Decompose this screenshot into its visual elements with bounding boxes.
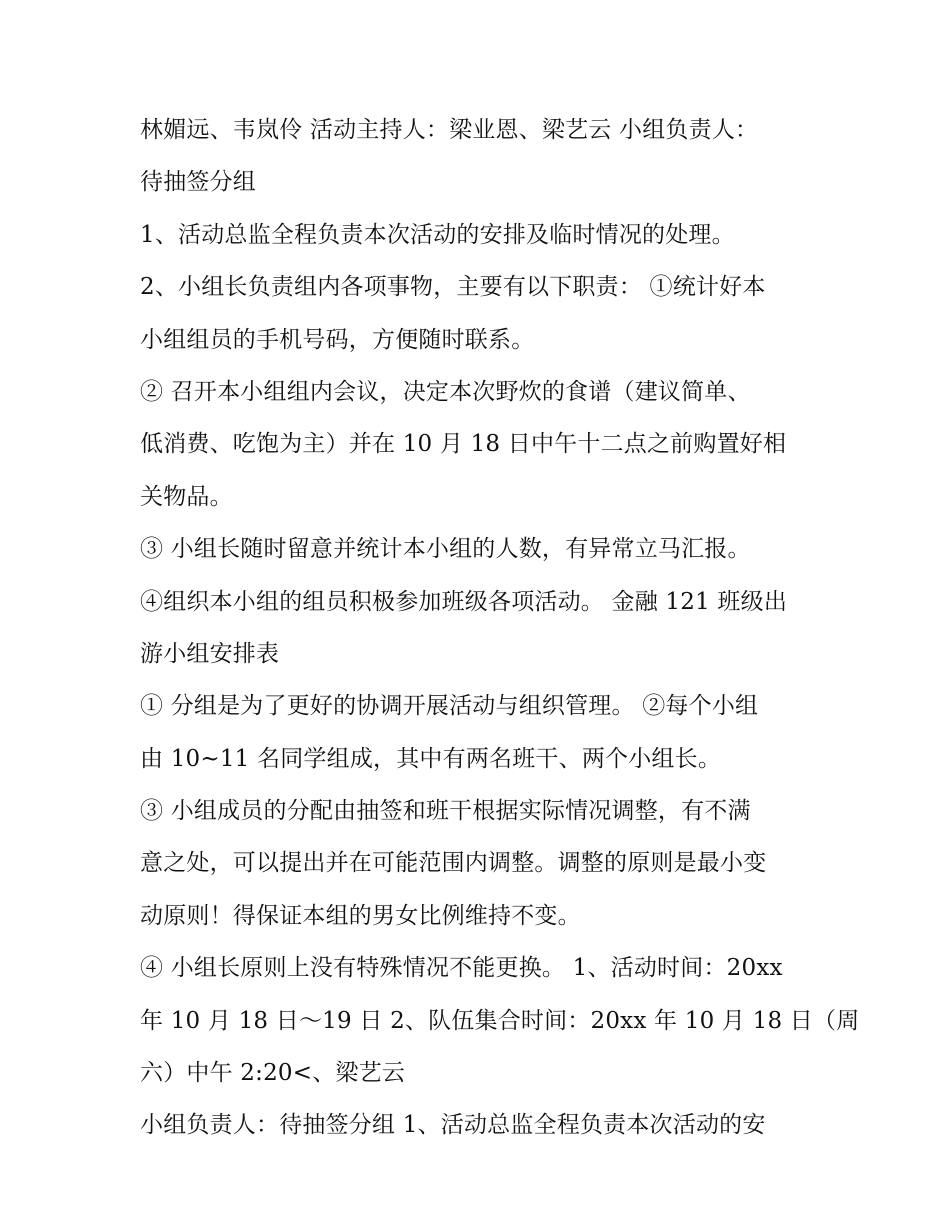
text-line: ② 召开本小组组内会议，决定本次野炊的食谱（建议简单、: [140, 378, 751, 405]
text-line: 动原则！得保证本组的男女比例维持不变。: [140, 902, 581, 929]
text-line: ① 分组是为了更好的协调开展活动与组织管理。 ②每个小组: [140, 693, 759, 720]
text-line: 2、小组长负责组内各项事物，主要有以下职责： ①统计好本: [140, 274, 766, 301]
text-line: 六）中午 2:20<、梁艺云: [140, 1060, 406, 1087]
text-line: 小组负责人：待抽签分组 1、活动总监全程负责本次活动的安: [140, 1112, 766, 1139]
text-line: 游小组安排表: [140, 640, 280, 667]
text-line: 意之处，可以提出并在可能范围内调整。调整的原则是最小变: [140, 850, 767, 877]
document-body: [140, 104, 860, 1152]
text-line: 低消费、吃饱为主）并在 10 月 18 日中午十二点之前购置好相: [140, 431, 787, 458]
text-line: ④组织本小组的组员积极参加班级各项活动。 金融 121 班级出: [140, 588, 788, 615]
text-line: ④ 小组长原则上没有特殊情况不能更换。 1、活动时间：20xx: [140, 955, 783, 982]
text-line: 林媚远、韦岚伶 活动主持人：梁业恩、梁艺云 小组负责人：: [140, 117, 759, 143]
text-line: 1、活动总监全程负责本次活动的安排及临时情况的处理。: [140, 221, 735, 248]
text-line: ③ 小组成员的分配由抽签和班干根据实际情况调整，有不满: [140, 798, 751, 825]
text-line: 待抽签分组: [140, 169, 256, 196]
text-line: 由 10~11 名同学组成，其中有两名班干、两个小组长。: [140, 745, 722, 772]
text-line: 小组组员的手机号码，方便随时联系。: [140, 326, 535, 353]
text-line: 关物品。: [140, 483, 233, 510]
text-line: 年 10 月 18 日～19 日 2、队伍集合时间：20xx 年 10 月 18 日（周: [140, 1007, 860, 1034]
text-line: ③ 小组长随时留意并统计本小组的人数，有异常立马汇报。: [140, 536, 751, 563]
